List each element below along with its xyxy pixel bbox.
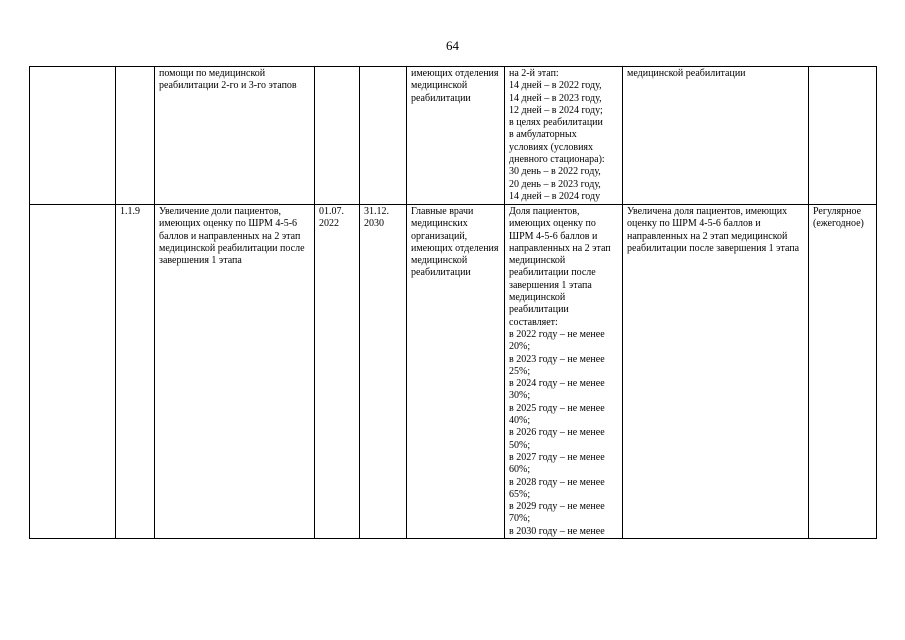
- measure-name: Увеличение доли пациентов, имеющих оценку по ШРМ 4-5-6 баллов и направленных на 2 этап медицинской реабилитации после завершения 1 этапа: [155, 205, 315, 539]
- blank-cell: [30, 205, 116, 539]
- indicator-line: 50%;: [509, 439, 531, 451]
- indicator-line: 25%;: [509, 365, 531, 377]
- table-row: [30, 205, 877, 539]
- responsible: Главные врачи медицинских организаций, имеющих отделения медицинской реабилитации: [407, 205, 505, 539]
- indicator: [505, 205, 623, 539]
- indicator-line: 60%;: [509, 464, 531, 476]
- indicator-line: в 2027 году – не менее: [509, 451, 605, 463]
- indicator-line: в 2025 году – не менее: [509, 402, 605, 414]
- indicator-line: в 2022 году – не менее: [509, 328, 605, 340]
- start-date: [315, 67, 360, 205]
- indicator-line: в 2030 году – не менее: [509, 525, 605, 537]
- responsible: имеющих отделения медицинской реабилитации: [407, 67, 505, 205]
- indicator-line: в 2028 году – не менее: [509, 476, 605, 488]
- item-number: [116, 67, 155, 205]
- expected-result: Увеличена доля пациентов, имеющих оценку по ШРМ 4-5-6 баллов и направленных на 2 этап медицинской реабилитации после завершения 1 этапа: [623, 205, 809, 539]
- indicator-line: 14 дней – в 2022 году,: [509, 80, 602, 92]
- indicator-line: завершения 1 этапа: [509, 279, 592, 291]
- item-number: 1.1.9: [116, 205, 155, 539]
- end-date: [360, 67, 407, 205]
- indicator-line: 14 дней – в 2023 году,: [509, 92, 602, 104]
- indicator-line: в 2029 году – не менее: [509, 501, 605, 513]
- indicator-line: имеющих оценку по: [509, 218, 596, 230]
- indicator-line: 14 дней – в 2024 году: [509, 190, 601, 202]
- expected-result: медицинской реабилитации: [623, 67, 809, 205]
- indicator-line: составляет:: [509, 316, 558, 328]
- periodicity: Регулярное (ежегодное): [809, 205, 877, 539]
- periodicity: [809, 67, 877, 205]
- indicator-line: 65%;: [509, 488, 531, 500]
- indicator-line: 40%;: [509, 415, 531, 427]
- table-row: [30, 67, 877, 205]
- indicator-line: дневного стационара):: [509, 154, 605, 166]
- indicator-line: в 2024 году – не менее: [509, 378, 605, 390]
- indicator-line: ШРМ 4-5-6 баллов и: [509, 230, 598, 242]
- action-plan-table: [29, 66, 877, 539]
- indicator-line: в 2023 году – не менее: [509, 353, 605, 365]
- indicator-line: направленных на 2 этап: [509, 242, 611, 254]
- indicator-line: реабилитации: [509, 304, 569, 316]
- indicator: [505, 67, 623, 205]
- indicator-line: 30%;: [509, 390, 531, 402]
- indicator-line: условиях (условиях: [509, 141, 594, 153]
- measure-name: помощи по медицинской реабилитации 2-го и 3-го этапов: [155, 67, 315, 205]
- indicator-line: в целях реабилитации: [509, 117, 603, 129]
- indicator-line: 20%;: [509, 341, 531, 353]
- indicator-line: Доля пациентов,: [509, 206, 580, 217]
- page-number: 64: [446, 38, 459, 53]
- blank-cell: [30, 67, 116, 205]
- end-date: 31.12. 2030: [360, 205, 407, 539]
- indicator-line: на 2-й этап:: [509, 68, 559, 79]
- indicator-line: медицинской: [509, 255, 566, 267]
- indicator-line: 30 день – в 2022 году,: [509, 166, 601, 178]
- indicator-line: 20 день – в 2023 году,: [509, 178, 601, 190]
- indicator-line: 12 дней – в 2024 году;: [509, 104, 603, 116]
- start-date: 01.07. 2022: [315, 205, 360, 539]
- indicator-line: реабилитации после: [509, 267, 596, 279]
- indicator-line: медицинской: [509, 292, 566, 304]
- indicator-line: в амбулаторных: [509, 129, 577, 141]
- indicator-line: в 2026 году – не менее: [509, 427, 605, 439]
- indicator-line: 70%;: [509, 513, 531, 525]
